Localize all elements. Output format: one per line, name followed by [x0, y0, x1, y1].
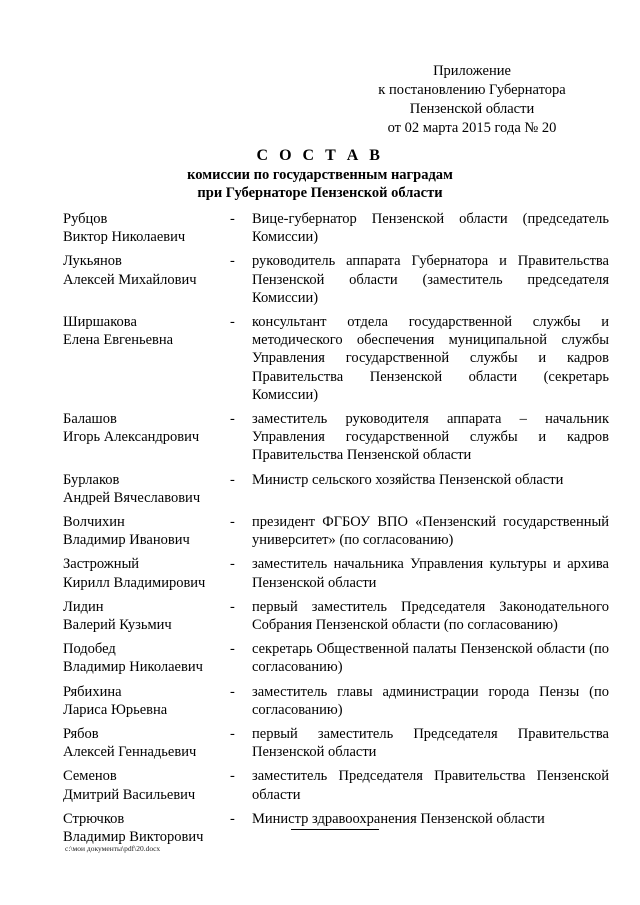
member-given-names: Елена Евгеньевна: [63, 332, 174, 349]
member-dash: -: [230, 253, 235, 270]
member-surname: Стрючков: [63, 810, 125, 827]
member-given-names: Алексей Геннадьевич: [63, 744, 197, 761]
member-name: [63, 555, 228, 591]
file-path-footer: c:\мои документы\pdf\20.docx: [65, 844, 161, 853]
members-list: [63, 210, 609, 852]
member-given-names: Виктор Николаевич: [63, 229, 186, 246]
member-given-names: Андрей Вячеславович: [63, 489, 201, 506]
member-name: [63, 725, 228, 761]
member-role: руководитель аппарата Губернатора и Правительства Пензенской области (заместитель председателя Комиссии): [252, 253, 609, 306]
member-role: Вице-губернатор Пензенской области (председатель Комиссии): [252, 211, 609, 246]
member-given-names: Дмитрий Васильевич: [63, 786, 196, 803]
member-role: первый заместитель Председателя Правительства Пензенской области: [252, 726, 609, 761]
member-dash: -: [230, 598, 235, 615]
member-surname: Застрожный: [63, 556, 140, 573]
appendix-date: от 02 марта 2015 года № 20: [387, 120, 557, 136]
list-item: [63, 598, 609, 634]
member-role: заместитель руководителя аппарата – начальник Управления государственной службы и кадров Правительства Пензенской области: [252, 411, 609, 464]
appendix-header: [372, 62, 572, 138]
member-dash: -: [230, 641, 235, 658]
list-item: [63, 640, 609, 676]
member-surname: Волчихин: [63, 514, 125, 531]
member-surname: Рябов: [63, 726, 99, 743]
member-name: [63, 471, 228, 507]
member-given-names: Владимир Иванович: [63, 532, 190, 549]
member-surname: Подобед: [63, 641, 116, 658]
member-dash: -: [230, 810, 235, 827]
member-given-names: Валерий Кузьмич: [63, 617, 172, 634]
list-item: [63, 313, 609, 404]
member-role: заместитель главы администрации города Пензы (по согласованию): [252, 683, 609, 718]
member-role: президент ФГБОУ ВПО «Пензенский государственный университет» (по согласованию): [252, 514, 609, 549]
member-name: [63, 252, 228, 307]
document-subtitle-line2: при Губернаторе Пензенской области: [197, 185, 443, 201]
member-role: заместитель Председателя Правительства Пензенской области: [252, 768, 609, 803]
member-name: [63, 683, 228, 719]
member-role: консультант отдела государственной службы и методического обеспечения муниципальной службы Управления государственной службы и кадров Правительства Пензенской области (секретарь Комиссии): [252, 314, 609, 403]
member-dash: -: [230, 471, 235, 488]
member-surname: Лукьянов: [63, 253, 122, 270]
member-role: Министр сельского хозяйства Пензенской области: [252, 471, 564, 488]
list-item: [63, 210, 609, 246]
member-dash: -: [230, 726, 235, 743]
list-item: [63, 471, 609, 507]
member-given-names: Владимир Николаевич: [63, 659, 203, 676]
member-name: [63, 210, 228, 246]
member-role: Министр здравоохранения Пензенской области: [252, 810, 545, 827]
appendix-label: Приложение: [433, 63, 511, 79]
member-role: заместитель начальника Управления культуры и архива Пензенской области: [252, 556, 609, 591]
appendix-decree-ref: к постановлению Губернатора: [378, 82, 566, 98]
list-item: [63, 252, 609, 307]
member-dash: -: [230, 514, 235, 531]
list-item: [63, 725, 609, 761]
member-dash: -: [230, 314, 235, 331]
member-surname: Ширшакова: [63, 314, 137, 331]
member-dash: -: [230, 556, 235, 573]
member-dash: -: [230, 768, 235, 785]
member-surname: Балашов: [63, 411, 117, 428]
member-name: [63, 598, 228, 634]
member-given-names: Кирилл Владимирович: [63, 574, 206, 591]
member-name: [63, 810, 228, 846]
member-role: секретарь Общественной палаты Пензенской области (по согласованию): [252, 641, 609, 676]
member-surname: Бурлаков: [63, 471, 120, 488]
member-given-names: Игорь Александрович: [63, 429, 200, 446]
member-given-names: Алексей Михайлович: [63, 271, 197, 288]
title-block: [60, 146, 580, 202]
member-name: [63, 767, 228, 803]
member-name: [63, 640, 228, 676]
list-item: [63, 767, 609, 803]
member-dash: -: [230, 411, 235, 428]
member-role: первый заместитель Председателя Законодательного Собрания Пензенской области (по согласованию): [252, 598, 609, 634]
list-item: [63, 513, 609, 549]
document-subtitle-line1: комиссии по государственным наградам: [187, 167, 453, 183]
document-title: С О С Т А В: [256, 147, 384, 164]
member-given-names: Лариса Юрьевна: [63, 701, 168, 718]
member-dash: -: [230, 683, 235, 700]
member-name: [63, 313, 228, 404]
list-item: [63, 683, 609, 719]
list-item: [63, 410, 609, 465]
end-divider: [291, 829, 379, 830]
list-item: [63, 555, 609, 591]
member-name: [63, 513, 228, 549]
member-surname: Лидин: [63, 598, 104, 615]
member-dash: -: [230, 211, 235, 227]
member-name: [63, 410, 228, 465]
member-given-names: Владимир Викторович: [63, 829, 204, 846]
member-surname: Рябихина: [63, 683, 122, 700]
member-surname: Семенов: [63, 768, 117, 785]
member-surname: Рубцов: [63, 211, 108, 227]
appendix-region: Пензенской области: [409, 101, 535, 117]
